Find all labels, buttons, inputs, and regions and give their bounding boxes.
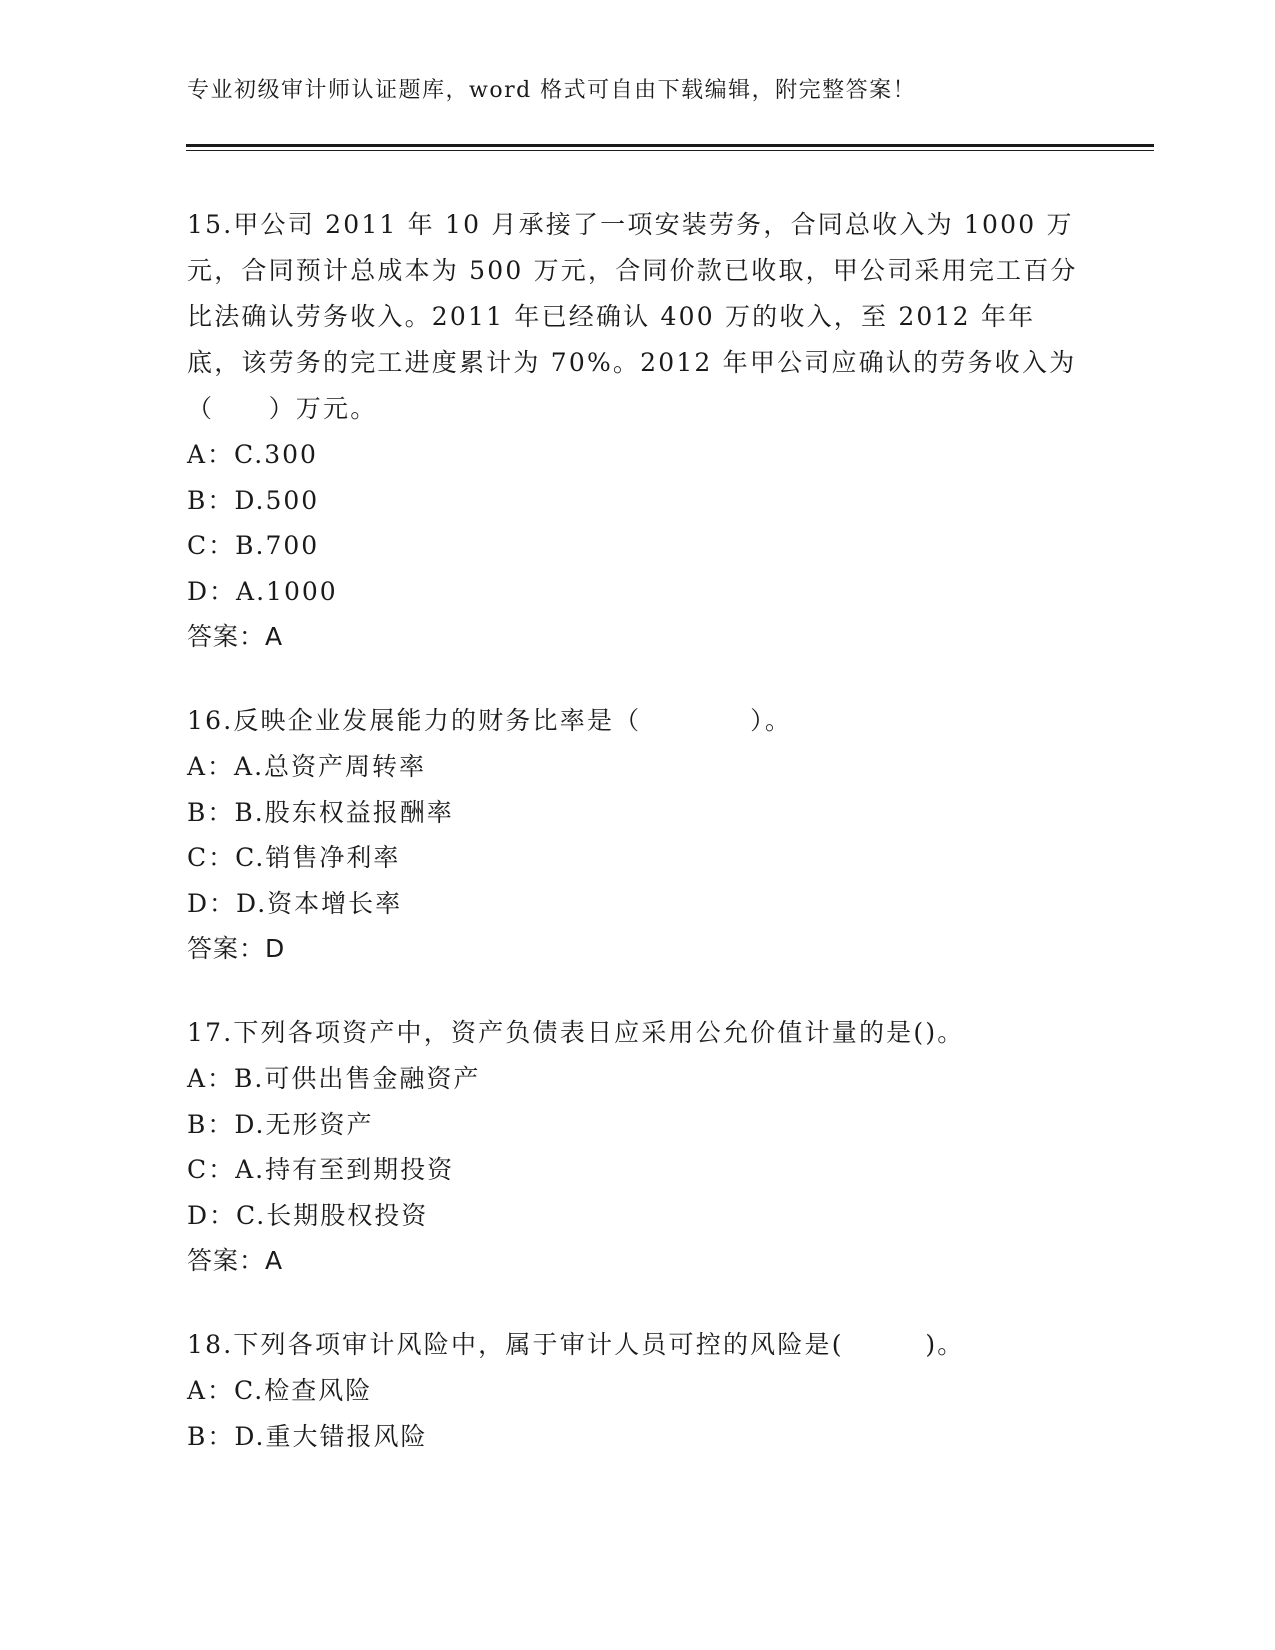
page-header-text: 专业初级审计师认证题库，word 格式可自由下载编辑，附完整答案！ (187, 78, 917, 103)
question-15 (187, 202, 1087, 659)
option-d: D：A.1000 (187, 576, 338, 606)
option-b: B：D.无形资产 (187, 1109, 374, 1139)
answer-line: 答案：D (187, 934, 286, 963)
question-16 (187, 698, 1087, 971)
question-stem: 18.下列各项审计风险中，属于审计人员可控的风险是( )。 (187, 1330, 965, 1359)
option-a: A：B.可供出售金融资产 (187, 1064, 481, 1093)
option-d: D：C.长期股权投资 (187, 1200, 429, 1230)
option-a: A：C.300 (187, 440, 318, 469)
answer-line: 答案：A (187, 622, 284, 651)
header-rule-thin (186, 150, 1154, 151)
header-rule-thick (186, 144, 1154, 147)
option-c: C：C.销售净利率 (187, 843, 401, 872)
option-c: C：B.700 (187, 531, 320, 560)
question-stem: 17.下列各项资产中，资产负债表日应采用公允价值计量的是()。 (187, 1018, 965, 1047)
option-d: D：D.资本增长率 (187, 888, 403, 918)
option-b: B：D.500 (187, 485, 320, 515)
question-stem: 16.反映企业发展能力的财务比率是（ ）。 (187, 706, 793, 735)
answer-line: 答案：A (187, 1246, 284, 1275)
option-a: A：A.总资产周转率 (187, 752, 427, 781)
option-a: A：C.检查风险 (187, 1376, 373, 1405)
question-list (187, 202, 1087, 1498)
option-b: B：D.重大错报风险 (187, 1421, 428, 1451)
question-17 (187, 1010, 1087, 1283)
question-18 (187, 1322, 1087, 1459)
option-b: B：B.股东权益报酬率 (187, 797, 454, 827)
question-stem: 15.甲公司 2011 年 10 月承接了一项安装劳务，合同总收入为 1000 万元，合同预计总成本为 500 万元，合同价款已收取，甲公司采用完工百分比法确认劳务收入。2011 年已经确认 400 万的收入，至 2012 年年底，该劳务的完工进度累计为 70%。2012 年甲公司应确认的劳务收入为（ ）万元。 (187, 210, 1078, 423)
option-c: C：A.持有至到期投资 (187, 1155, 455, 1184)
